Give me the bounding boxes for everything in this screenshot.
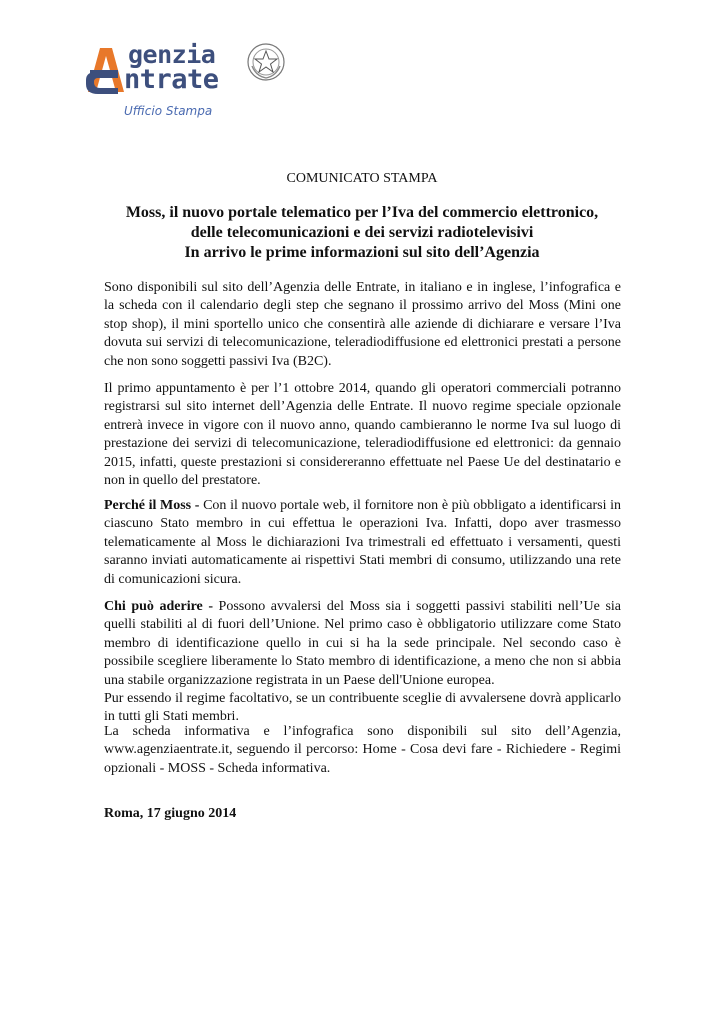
document-kicker: COMUNICATO STAMPA [286,171,438,186]
paragraph-info-sheet: La scheda informativa e l’infografica sono disponibili sul sito dell’Agenzia, www.agenziaentrate.it, seguendo il percorso: Home - Cosa devi fare - Richiedere - Regimi opzionali - MOSS - Scheda informativa. [104,724,621,776]
logo-text-ntrate: ntrate [124,64,219,95]
paragraph-why-moss-lead: Perché il Moss - [104,498,200,513]
paragraph-optional-regime: Pur essendo il regime facoltativo, se un contribuente sceglie di avvalersene dovrà applicarlo in tutti gli Stati membri. [104,691,621,725]
signoff-date: Roma, 17 giugno 2014 [104,806,237,821]
paragraph-why-moss [104,497,621,589]
paragraph-why-moss-text: Con il nuovo portale web, il fornitore non è più obbligato a identificarsi in ciascuno Stato membro in cui effettua le operazioni Iva. Infatti, dopo aver trasmesso telematicamente al Moss le dichiarazioni Iva trimestrali ed effettuato i versamenti, questi saranno inviati automaticamente ai rispettivi Stati membri di consumo, utilizzando una rete di comunicazioni sicura. [104,498,621,587]
republic-seal-icon [246,42,286,82]
headline-line-2: delle telecomunicazioni e dei servizi radiotelevisivi [190,224,534,241]
headline-line-3: In arrivo le prime informazioni sul sito dell’Agenzia [184,244,540,261]
department-label: Ufficio Stampa [124,104,213,118]
paragraph-who-can-join [104,598,621,727]
paragraph-intro: Sono disponibili sul sito dell’Agenzia delle Entrate, in italiano e in inglese, l’infografica e la scheda con il calendario degli step che segnano il prossimo arrivo del Moss (Mini one stop shop), il mini sportello unico che consentirà alle aziende di dichiarare e versare l’Iva dovuta sui servizi di telecomunicazione, teleradiodiffusione ed elettronici prestati a persone che non sono soggetti passivi Iva (B2C). [104,280,621,369]
logo-ae-mark-icon [82,42,128,96]
paragraph-schedule: Il primo appuntamento è per l’1 ottobre 2014, quando gli operatori commerciali potranno registrarsi sul sito internet dell’Agenzia delle Entrate. Il nuovo regime speciale opzionale entrerà invece in vigore con il nuovo anno, quando cambieranno le norme Iva sul luogo di prestazione dei servizi di telecomunicazione, teleradiodiffusione ed elettronici: da gennaio 2015, infatti, queste prestazioni si considereranno effettuate nel Paese Ue del destinatario e non in quello del prestatore. [104,381,621,489]
headline-line-1: Moss, il nuovo portale telematico per l’Iva del commercio elettronico, [125,204,599,221]
paragraph-who-can-join-text: Possono avvalersi del Moss sia i soggetti passivi stabiliti nell’Ue sia quelli stabiliti al di fuori dell’Unione. Nel primo caso è obbligatorio utilizzare come Stato membro di identificazione quello in cui si ha la sede principale. Nel secondo caso è possibile scegliere liberamente lo Stato membro di identificazione, a meno che non si abbia una stabile organizzazione registrata in un Paese dell'Unione europea. [104,599,621,688]
logo-text-genzia: genzia [128,40,216,69]
paragraph-who-can-join-lead: Chi può aderire - [104,599,213,614]
press-release-headline [60,203,664,263]
